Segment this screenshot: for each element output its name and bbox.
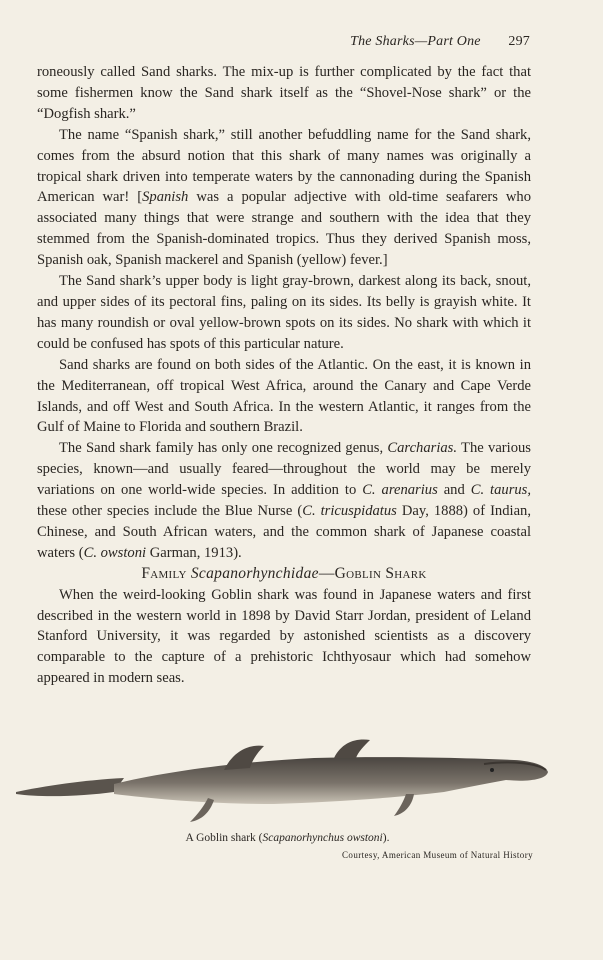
running-head-title: The Sharks—Part One xyxy=(350,34,481,49)
paragraph-distribution: Sand sharks are found on both sides of the Atlantic. On the east, it is known in the Mediterranean, off tropical West Africa, around the Canary and Cape Verde Islands, and off West and South Africa. In the western Atlantic, it ranges from the Gulf of Maine to Florida and southern Brazil. xyxy=(37,356,531,436)
paragraph-coloration: The Sand shark’s upper body is light gray-brown, darkest along its back, snout, and upper sides of its pectoral fins, paling on its sides. Its belly is grayish white. It has many roundish or oval yellow-brown spots on its sides. No shark with which it could be confused has spots of this particular nature. xyxy=(37,273,531,352)
paragraph-genus: The Sand shark family has only one recognized genus, Carcharias. The various species, known—and usually feared—throughout the world may be merely variations on one world-wide species. In addition to C. arenarius and C. taurus, these other species include the Blue Nurse (C. tricuspidatus Day, 1888) of Indian, Chinese, and South African waters, and the common shark of Japanese coastal waters (C. owstoni Garman, 1913). xyxy=(37,440,532,561)
paragraph-goblin-shark: When the weird-looking Goblin shark was found in Japanese waters and first described in the western world in 1898 by David Starr Jordan, president of Leland Stanford University, it was regarded by astonished scientists as a discovery comparable to the capture of a prehistoric Ichthyosaur which had somehow appeared in modern seas. xyxy=(37,586,531,687)
goblin-shark-illustration xyxy=(14,736,554,836)
page-number: 297 xyxy=(508,34,530,49)
figure-caption: A Goblin shark (Scapanorhynchus owstoni). xyxy=(185,832,390,844)
section-heading: Family Scapanorhynchidae—Goblin Shark xyxy=(141,564,427,582)
paragraph-continuation: roneously called Sand sharks. The mix-up is further complicated by the fact that some fishermen know the Sand shark itself as the “Shovel-Nose shark” or the “Dogfish shark.” xyxy=(37,64,531,122)
figure-credit: Courtesy, American Museum of Natural History xyxy=(342,850,533,860)
body-text xyxy=(37,62,531,689)
running-head xyxy=(0,34,530,50)
paragraph-spanish-shark: The name “Spanish shark,” still another befuddling name for the Sand shark, comes from the absurd notion that this shark of many names was originally a tropical shark driven into temperate waters by the cannonading during the Spanish American war! [Spanish was a popular adjective with old-time seafarers who associated many things that were strange and southern with the idea that they stemmed from the Spanish-dominated tropics. Thus they derived Spanish moss, Spanish oak, Spanish mackerel and Spanish (yellow) fever.] xyxy=(37,126,531,269)
